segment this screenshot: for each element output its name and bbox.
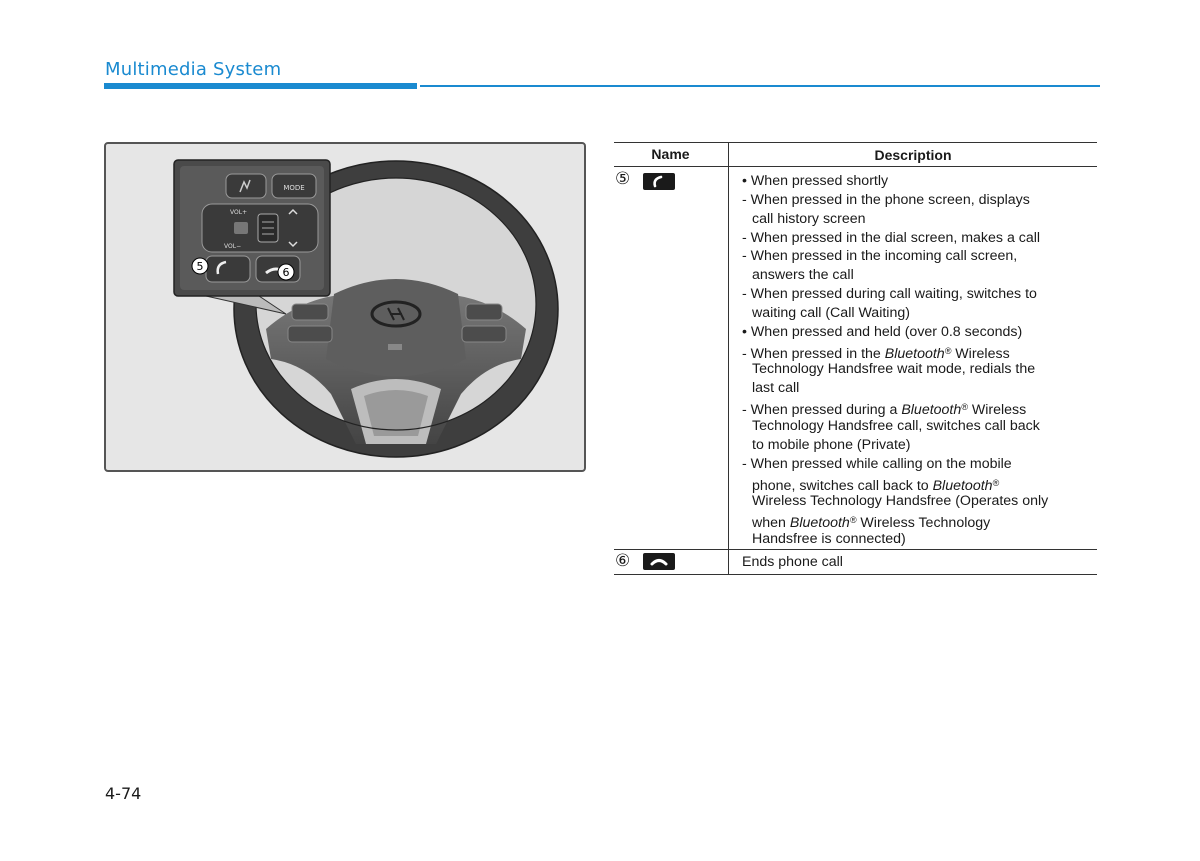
mode-label: MODE: [283, 184, 305, 192]
description-line: [742, 247, 1092, 266]
description-line: [742, 436, 1092, 455]
line-text: last call: [752, 380, 800, 397]
description-line: [742, 455, 1092, 474]
vol-plus-label: VOL+: [230, 209, 248, 216]
line-text: answers the call: [752, 267, 854, 284]
table-header-name: Name: [651, 146, 690, 162]
line-text: Wireless Technology Handsfree (Operates only: [752, 493, 1049, 510]
line-text: phone, switches call back to: [752, 477, 933, 494]
table-column-divider: [728, 142, 729, 574]
row-description-end: Ends phone call: [742, 554, 843, 570]
call-answer-icon: [643, 173, 675, 190]
line-text: Handsfree is connected): [752, 531, 906, 548]
row-number-6: ⑥: [615, 551, 631, 571]
line-text: - When pressed in the: [742, 345, 885, 362]
line-text: Wireless Technology: [856, 515, 991, 532]
svg-text:5: 5: [196, 260, 204, 273]
line-text: - When pressed in the phone screen, displays: [742, 191, 1030, 208]
steering-wheel-illustration: [104, 142, 586, 472]
description-line: [742, 379, 1092, 398]
description-line: [742, 266, 1092, 285]
page-number: 4-74: [105, 784, 142, 803]
table-rule-row: [614, 549, 1097, 550]
vol-minus-label: VOL−: [224, 243, 242, 250]
line-text: - When pressed in the incoming call screen,: [742, 248, 1018, 265]
description-line: [742, 530, 1092, 549]
line-text: • When pressed and held (over 0.8 seconds): [742, 323, 1023, 340]
description-line: [742, 342, 1092, 361]
section-title: Multimedia System: [105, 59, 282, 80]
line-text: - When pressed during a: [742, 402, 902, 419]
line-text: - When pressed during call waiting, switches to: [742, 286, 1037, 303]
line-text: waiting call (Call Waiting): [752, 304, 910, 321]
description-line: [742, 492, 1092, 511]
line-text: - When pressed while calling on the mobile: [742, 455, 1012, 472]
line-text: to mobile phone (Private): [752, 436, 911, 453]
line-text: Technology Handsfree call, switches call back: [752, 417, 1040, 434]
description-line: [742, 304, 1092, 323]
line-text: Wireless: [967, 402, 1027, 419]
description-line: [742, 360, 1092, 379]
description-line: [742, 511, 1092, 530]
table-header-description: Description: [874, 147, 952, 163]
table-rule-bottom: [614, 574, 1097, 575]
registered-mark: ®: [992, 477, 1000, 488]
svg-text:6: 6: [282, 266, 290, 279]
description-line: [742, 417, 1092, 436]
description-line: [742, 229, 1092, 248]
registered-mark: ®: [849, 515, 857, 526]
description-line: [742, 285, 1092, 304]
table-rule-top: [614, 142, 1097, 143]
steering-wheel-drawing: [106, 144, 586, 472]
line-text: - When pressed in the dial screen, makes a call: [742, 229, 1041, 246]
bluetooth-term: Bluetooth: [932, 477, 993, 494]
description-line: [742, 398, 1092, 417]
description-line: [742, 210, 1092, 229]
line-text: call history screen: [752, 210, 866, 227]
description-line: [742, 172, 1092, 191]
registered-mark: ®: [961, 402, 968, 413]
description-line: [742, 474, 1092, 493]
header-rule: [420, 85, 1100, 87]
registered-mark: ®: [944, 345, 952, 356]
bluetooth-term: Bluetooth: [884, 345, 945, 362]
header-bar: [104, 83, 417, 89]
bluetooth-term: Bluetooth: [901, 402, 962, 419]
bluetooth-term: Bluetooth: [789, 515, 850, 532]
line-text: • When pressed shortly: [742, 173, 889, 189]
description-line: [742, 323, 1092, 342]
description-line: [742, 191, 1092, 210]
call-end-icon: [643, 553, 675, 570]
line-text: Technology Handsfree wait mode, redials the: [752, 361, 1036, 378]
row-number-5: ⑤: [615, 169, 631, 189]
row-description-answer: [742, 172, 1092, 549]
table-rule-header: [614, 166, 1097, 167]
line-text: when: [752, 515, 790, 532]
line-text: Wireless: [951, 345, 1010, 362]
